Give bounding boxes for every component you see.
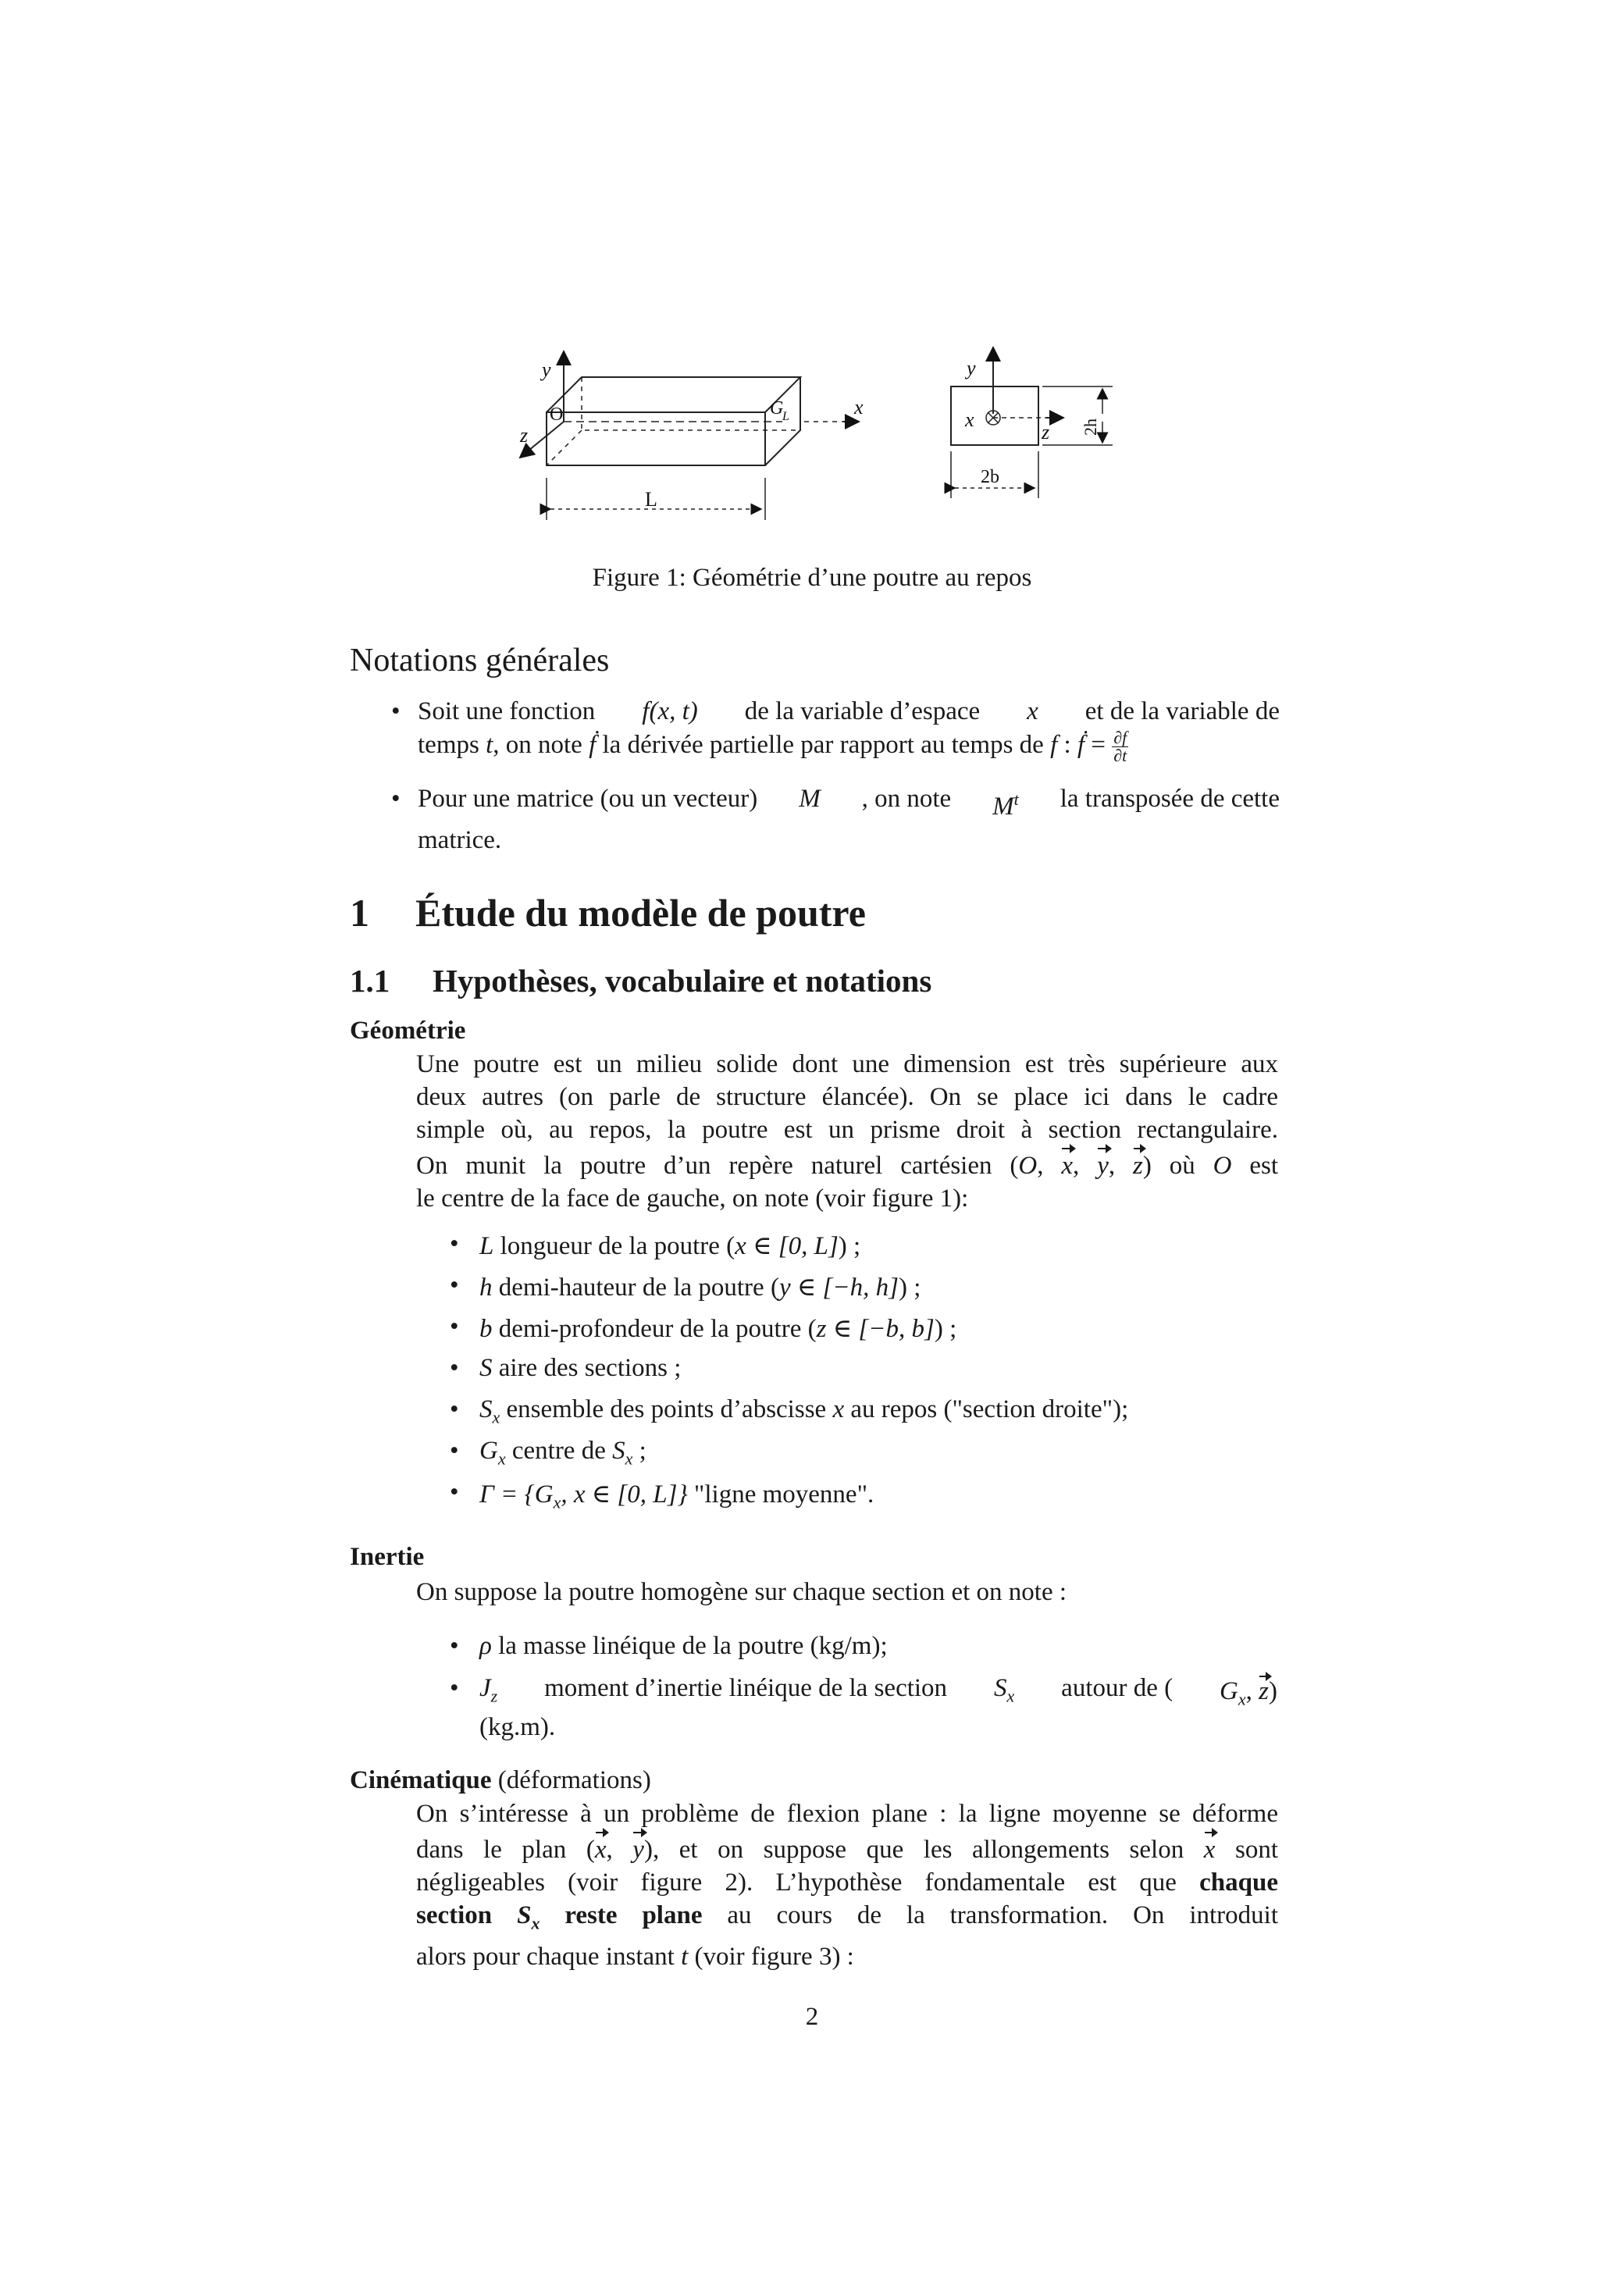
list-item: • $J_z$ moment d’inertie linéique de la section $S_x$ autour de ( $G_x$, z) (kg.m). <box>450 1674 1277 1741</box>
figure-caption: Figure 1: Géométrie d’une poutre au repos <box>592 564 1032 592</box>
cinematique-heading: Cinématique (déformations) <box>350 1766 651 1794</box>
list-item: • S aire des sections ; <box>450 1354 682 1382</box>
left-x-label: x <box>854 396 864 419</box>
subsection-heading: 1.1 Hypothèses, vocabulaire et notations <box>350 963 932 999</box>
list-item: • $S_x$ ensemble des points d’abscisse x au repos ("section droite"); <box>450 1395 1129 1427</box>
inertie-intro: On suppose la poutre homogène sur chaque section et on note : <box>416 1578 1067 1606</box>
notation-item-1: • Soit une fonction f(x, t) de la variable d’espace x et de la variable de temps t, on note ḟ la dérivée partielle par rapport au temps de f : ḟ = $\frac{\partial f}{\partial t}$ <box>391 697 1280 765</box>
cinematique-paragraph: On s’intéresse à un problème de flexion plane : la ligne moyenne se déforme dans le plan (x, y), et on suppose que les allongements selon x sont négligeables (voir figure 2). L’hypothèse fondamentale est que chaque section $S_x$ reste plane au cours de la transformation. On introduit alors pour chaque instant t (voir figure 3) : <box>416 1800 1279 1971</box>
partial-derivative-fraction: $\frac{\partial f}{\partial t}$ <box>1113 727 1127 765</box>
notation-item-2: • Pour une matrice (ou un vecteur) M , on note $M^t$ la transposée de cette matrice. <box>391 785 1280 854</box>
list-item: • $G_x$ centre de $S_x$ ; <box>450 1437 646 1469</box>
list-item: • h demi-hauteur de la poutre (y ∈ [−h, h]) ; <box>450 1271 921 1302</box>
origin-label: O <box>550 404 564 425</box>
list-item: • L longueur de la poutre (x ∈ [0, L]) ; <box>450 1230 861 1260</box>
geometrie-paragraph: Une poutre est un milieu solide dont une dimension est très supérieure aux deux autres (on parle de structure élancée). On se place ici dans le cadre simple où, au repos, la poutre est un prisme droit à section rectangulaire. On munit la poutre d’un repère naturel cartésien (O, x, y, z) où O est le centre de la face de gauche, on note (voir figure 1): <box>416 1050 1279 1213</box>
beam-3d-drawing <box>520 351 859 520</box>
inertie-heading: Inertie <box>350 1543 425 1571</box>
beam-hidden-edges <box>547 377 800 465</box>
right-z-label: z <box>1042 421 1050 444</box>
page-number: 2 <box>805 2003 819 2031</box>
gl-subscript: L <box>782 410 789 423</box>
right-x-label: x <box>965 408 974 431</box>
list-item: • ρ la masse linéique de la poutre (kg/m); <box>450 1632 888 1660</box>
list-item: • b demi-profondeur de la poutre (z ∈ [−b, b]) ; <box>450 1313 957 1343</box>
section-heading: 1 Étude du modèle de poutre <box>350 891 866 935</box>
left-y-label: y <box>542 358 551 381</box>
width-label: 2b <box>981 467 999 487</box>
beam-top-face <box>547 377 800 412</box>
height-label: 2h <box>1081 419 1100 436</box>
gl-label: G <box>770 398 784 419</box>
geometrie-heading: Géométrie <box>350 1017 466 1045</box>
notations-heading: Notations générales <box>350 643 610 679</box>
length-label: L <box>645 488 657 511</box>
figure-1 <box>0 0 1624 562</box>
beam-front-face <box>547 412 765 465</box>
right-y-label: y <box>967 357 976 379</box>
list-item: • $\Gamma = \{G_x$, x ∈ [0, L]} "ligne moyenne". <box>450 1478 874 1512</box>
left-z-label: z <box>520 424 529 447</box>
